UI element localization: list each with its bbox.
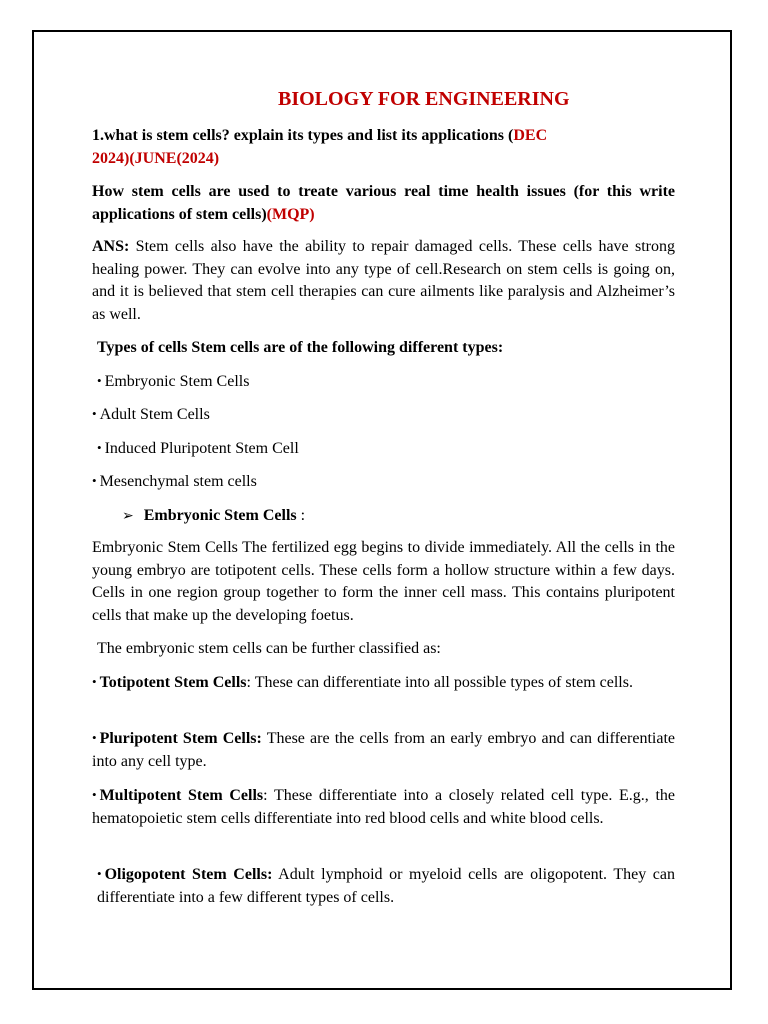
embryonic-paragraph: Embryonic Stem Cells The fertilized egg begins to divide immediately. All the cells in the young embryo are totipotent cells. These cells form a hollow structure within a few days. Cells in one region group together to form the inner cell mass. This contains pluripotent cells that make up the developing foetus.	[92, 539, 675, 624]
class-name: Multipotent Stem Cells	[99, 787, 264, 804]
embryonic-heading	[122, 505, 705, 529]
type-item-label: Adult Stem Cells	[99, 406, 210, 423]
type-item-label: Mesenchymal stem cells	[99, 473, 257, 490]
question-1-text: 1.what is stem cells? explain its types and list its applications (	[92, 127, 514, 144]
types-heading: Types of cells Stem cells are of the following different types:	[97, 339, 504, 356]
class-name: Totipotent Stem Cells	[99, 674, 247, 691]
class-text: Adult lymphoid or myeloid cells are oligopotent. They can differentiate into a few different types of cells.	[97, 866, 676, 906]
answer-label: ANS:	[92, 238, 130, 255]
bullet-icon: •	[97, 440, 102, 455]
bullet-icon: •	[92, 730, 97, 745]
type-item	[92, 471, 675, 494]
question-2-tag: (MQP)	[266, 205, 315, 223]
classified-intro: The embryonic stem cells can be further classified as:	[97, 640, 441, 657]
class-name: Pluripotent Stem Cells:	[99, 730, 262, 747]
class-sep: :	[246, 674, 251, 691]
bullet-icon: •	[97, 373, 102, 388]
class-sep: :	[263, 787, 268, 804]
type-item	[92, 404, 675, 427]
answer-paragraph	[92, 236, 675, 326]
question-2-text: How stem cells are used to treate various real time health issues (for this write applications of stem cells)	[92, 183, 675, 223]
bullet-icon: •	[92, 787, 97, 802]
bullet-icon: •	[92, 674, 97, 689]
bullet-icon: •	[97, 866, 102, 881]
type-item-label: Embryonic Stem Cells	[104, 373, 250, 390]
question-1	[92, 125, 675, 170]
answer-text: Stem cells also have the ability to repair damaged cells. These cells have strong healing power. They can evolve into any type of cell.Research on stem cells is going on, and it is believed that stem cell therapies can cure ailments like paralysis and Alzheimer’s as well.	[92, 238, 675, 323]
arrow-bullet-icon: ➢	[122, 509, 134, 524]
type-item	[97, 438, 680, 461]
class-item-multipotent	[92, 785, 675, 830]
class-item-totipotent	[92, 672, 675, 695]
embryonic-heading-suffix: :	[296, 507, 306, 524]
class-item-oligopotent	[97, 864, 675, 909]
embryonic-heading-label: Embryonic Stem Cells	[143, 507, 297, 524]
class-text: These differentiate into a closely related cell type. E.g., the hematopoietic stem cells differentiate into red blood cells and white blood cells.	[92, 787, 676, 827]
class-text: These can differentiate into all possible types of stem cells.	[250, 674, 633, 691]
question-1-date-june: 2024)(JUNE(2024)	[92, 149, 220, 167]
type-item	[97, 371, 680, 394]
page-title: BIOLOGY FOR ENGINEERING	[278, 88, 570, 110]
class-item-pluripotent	[92, 728, 675, 773]
question-1-date-dec: DEC	[513, 127, 548, 144]
class-text: These are the cells from an early embryo and can differentiate into any cell type.	[92, 730, 675, 770]
type-item-label: Induced Pluripotent Stem Cell	[104, 440, 299, 457]
bullet-icon: •	[92, 406, 97, 421]
question-2	[92, 181, 675, 226]
class-name: Oligopotent Stem Cells:	[104, 866, 273, 883]
bullet-icon: •	[92, 473, 97, 488]
